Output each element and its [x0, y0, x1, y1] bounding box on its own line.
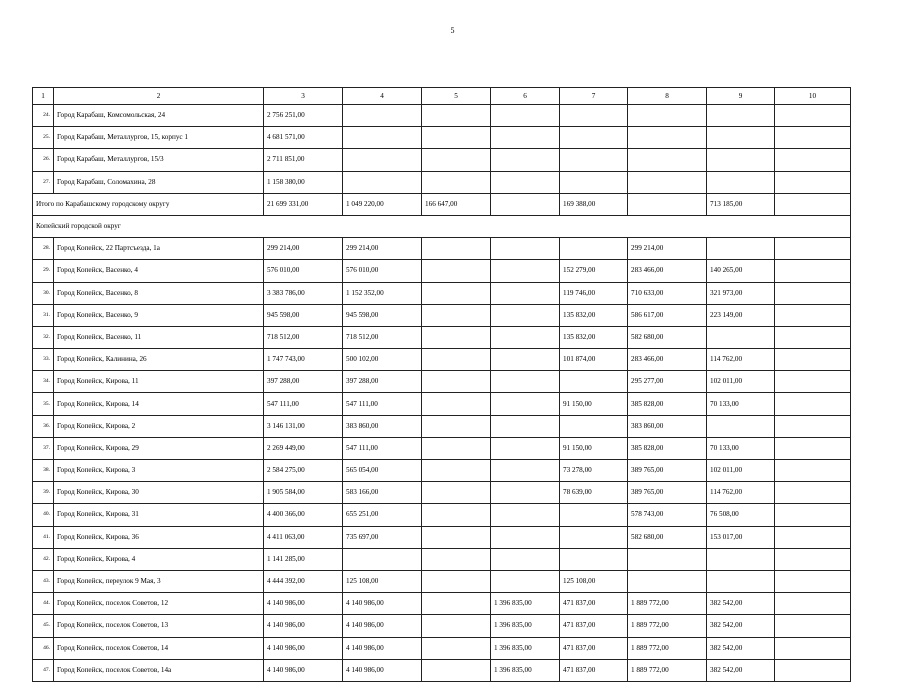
amount-cell: 140 265,00 [707, 260, 775, 282]
amount-cell [560, 415, 628, 437]
row-number: 33. [33, 349, 54, 371]
amount-cell [343, 149, 422, 171]
amount-cell: 223 149,00 [707, 304, 775, 326]
amount-cell: 2 711 851,00 [264, 149, 343, 171]
table-row [33, 659, 851, 681]
amount-cell: 500 102,00 [343, 349, 422, 371]
amount-cell [422, 659, 491, 681]
amount-cell [491, 437, 560, 459]
amount-cell [560, 149, 628, 171]
address-cell: Город Копейск, Васенко, 9 [54, 304, 264, 326]
amount-cell [422, 615, 491, 637]
total-amount-cell: 169 388,00 [560, 193, 628, 215]
table-row [33, 149, 851, 171]
amount-cell: 3 146 131,00 [264, 415, 343, 437]
amount-cell [343, 548, 422, 570]
amount-cell [707, 326, 775, 348]
amount-cell [491, 238, 560, 260]
amount-cell: 385 828,00 [628, 437, 707, 459]
section-row [33, 215, 851, 237]
amount-cell [628, 171, 707, 193]
amount-cell [707, 127, 775, 149]
amount-cell: 1 152 352,00 [343, 282, 422, 304]
table-row [33, 570, 851, 592]
amount-cell: 1 889 772,00 [628, 615, 707, 637]
row-number: 42. [33, 548, 54, 570]
table-row [33, 171, 851, 193]
amount-cell [707, 238, 775, 260]
amount-cell: 382 542,00 [707, 659, 775, 681]
amount-cell: 382 542,00 [707, 593, 775, 615]
amount-cell [775, 548, 851, 570]
amount-cell [491, 504, 560, 526]
amount-cell [775, 659, 851, 681]
amount-cell [422, 460, 491, 482]
amount-cell [422, 504, 491, 526]
address-cell: Город Копейск, 22 Партсъезда, 1а [54, 238, 264, 260]
amount-cell: 299 214,00 [343, 238, 422, 260]
amount-cell [422, 415, 491, 437]
amount-cell [775, 393, 851, 415]
amount-cell [775, 570, 851, 592]
amount-cell [422, 393, 491, 415]
address-cell: Город Копейск, Кирова, 30 [54, 482, 264, 504]
address-cell: Город Карабаш, Металлургов, 15, корпус 1 [54, 127, 264, 149]
amount-cell: 73 278,00 [560, 460, 628, 482]
amount-cell: 91 150,00 [560, 393, 628, 415]
amount-cell: 135 832,00 [560, 304, 628, 326]
amount-cell [422, 637, 491, 659]
total-amount-cell: 1 049 220,00 [343, 193, 422, 215]
amount-cell: 382 542,00 [707, 615, 775, 637]
amount-cell [775, 238, 851, 260]
amount-cell: 1 158 380,00 [264, 171, 343, 193]
amount-cell: 125 108,00 [560, 570, 628, 592]
address-cell: Город Копейск, Кирова, 11 [54, 371, 264, 393]
amount-cell [707, 548, 775, 570]
address-cell: Город Копейск, поселок Советов, 14 [54, 637, 264, 659]
amount-cell: 389 765,00 [628, 460, 707, 482]
amount-cell: 2 756 251,00 [264, 105, 343, 127]
amount-cell: 114 762,00 [707, 482, 775, 504]
amount-cell [775, 304, 851, 326]
table-row [33, 526, 851, 548]
amount-cell [628, 149, 707, 171]
amount-cell: 4 140 986,00 [343, 637, 422, 659]
total-amount-cell [491, 193, 560, 215]
page-number: 5 [450, 26, 455, 35]
amount-cell: 2 584 275,00 [264, 460, 343, 482]
amount-cell: 718 512,00 [343, 326, 422, 348]
table-row [33, 371, 851, 393]
amount-cell: 471 837,00 [560, 615, 628, 637]
address-cell: Город Копейск, Кирова, 3 [54, 460, 264, 482]
table-row [33, 260, 851, 282]
amount-cell: 1 889 772,00 [628, 637, 707, 659]
amount-cell [707, 570, 775, 592]
amount-cell: 1 396 835,00 [491, 615, 560, 637]
row-number: 39. [33, 482, 54, 504]
amount-cell [560, 105, 628, 127]
address-cell: Город Копейск, Васенко, 8 [54, 282, 264, 304]
amount-cell [343, 127, 422, 149]
amount-cell: 70 133,00 [707, 437, 775, 459]
amount-cell: 565 054,00 [343, 460, 422, 482]
amount-cell: 385 828,00 [628, 393, 707, 415]
amount-cell [560, 504, 628, 526]
amount-cell: 655 251,00 [343, 504, 422, 526]
amount-cell [491, 326, 560, 348]
amount-cell: 125 108,00 [343, 570, 422, 592]
header-cell: 3 [264, 88, 343, 105]
amount-cell: 114 762,00 [707, 349, 775, 371]
row-number: 25. [33, 127, 54, 149]
row-number: 29. [33, 260, 54, 282]
amount-cell [775, 326, 851, 348]
budget-table [32, 87, 851, 682]
amount-cell: 1 905 584,00 [264, 482, 343, 504]
amount-cell [491, 393, 560, 415]
amount-cell: 718 512,00 [264, 326, 343, 348]
amount-cell: 547 111,00 [343, 393, 422, 415]
amount-cell [422, 149, 491, 171]
address-cell: Город Копейск, переулок 9 Мая, 3 [54, 570, 264, 592]
amount-cell: 102 011,00 [707, 371, 775, 393]
amount-cell [491, 482, 560, 504]
row-number: 36. [33, 415, 54, 437]
amount-cell: 382 542,00 [707, 637, 775, 659]
amount-cell [560, 127, 628, 149]
amount-cell: 70 133,00 [707, 393, 775, 415]
row-number: 41. [33, 526, 54, 548]
amount-cell [775, 415, 851, 437]
amount-cell: 710 633,00 [628, 282, 707, 304]
amount-cell [560, 526, 628, 548]
amount-cell: 576 010,00 [343, 260, 422, 282]
table-row [33, 615, 851, 637]
amount-cell: 471 837,00 [560, 659, 628, 681]
amount-cell: 1 396 835,00 [491, 659, 560, 681]
amount-cell: 576 010,00 [264, 260, 343, 282]
header-cell: 5 [422, 88, 491, 105]
amount-cell: 397 288,00 [264, 371, 343, 393]
amount-cell [775, 615, 851, 637]
row-number: 32. [33, 326, 54, 348]
amount-cell [491, 349, 560, 371]
row-number: 44. [33, 593, 54, 615]
amount-cell [491, 282, 560, 304]
amount-cell: 153 017,00 [707, 526, 775, 548]
amount-cell [491, 415, 560, 437]
header-cell: 1 [33, 88, 54, 105]
amount-cell [628, 548, 707, 570]
amount-cell [491, 304, 560, 326]
amount-cell [707, 149, 775, 171]
amount-cell [422, 326, 491, 348]
amount-cell: 76 508,00 [707, 504, 775, 526]
amount-cell [422, 593, 491, 615]
address-cell: Город Карабаш, Металлургов, 15/3 [54, 149, 264, 171]
total-amount-cell: 21 699 331,00 [264, 193, 343, 215]
amount-cell: 299 214,00 [264, 238, 343, 260]
table-row [33, 460, 851, 482]
row-number: 47. [33, 659, 54, 681]
table-row [33, 637, 851, 659]
amount-cell: 583 166,00 [343, 482, 422, 504]
amount-cell [422, 304, 491, 326]
row-number: 28. [33, 238, 54, 260]
amount-cell: 135 832,00 [560, 326, 628, 348]
amount-cell [422, 282, 491, 304]
amount-cell [491, 127, 560, 149]
row-number: 35. [33, 393, 54, 415]
amount-cell: 397 288,00 [343, 371, 422, 393]
table-row [33, 504, 851, 526]
amount-cell [491, 105, 560, 127]
table-row [33, 304, 851, 326]
amount-cell [491, 548, 560, 570]
header-cell: 2 [54, 88, 264, 105]
amount-cell: 1 396 835,00 [491, 637, 560, 659]
total-row [33, 193, 851, 215]
amount-cell [491, 171, 560, 193]
table-row [33, 393, 851, 415]
address-cell: Город Копейск, Кирова, 29 [54, 437, 264, 459]
amount-cell: 578 743,00 [628, 504, 707, 526]
amount-cell [775, 171, 851, 193]
amount-cell [775, 504, 851, 526]
address-cell: Город Карабаш, Комсомольская, 24 [54, 105, 264, 127]
table-row [33, 437, 851, 459]
address-cell: Город Копейск, поселок Советов, 12 [54, 593, 264, 615]
amount-cell [560, 171, 628, 193]
table-row [33, 415, 851, 437]
amount-cell [775, 105, 851, 127]
amount-cell: 471 837,00 [560, 637, 628, 659]
amount-cell [422, 171, 491, 193]
amount-cell [422, 105, 491, 127]
total-amount-cell [628, 193, 707, 215]
amount-cell [775, 482, 851, 504]
amount-cell [775, 460, 851, 482]
amount-cell [343, 171, 422, 193]
amount-cell [775, 282, 851, 304]
amount-cell [775, 437, 851, 459]
amount-cell [628, 127, 707, 149]
table-row [33, 238, 851, 260]
address-cell: Город Копейск, Калинина, 26 [54, 349, 264, 371]
amount-cell: 471 837,00 [560, 593, 628, 615]
amount-cell: 1 141 285,00 [264, 548, 343, 570]
row-number: 30. [33, 282, 54, 304]
row-number: 34. [33, 371, 54, 393]
row-number: 37. [33, 437, 54, 459]
amount-cell: 101 874,00 [560, 349, 628, 371]
address-cell: Город Копейск, поселок Советов, 14а [54, 659, 264, 681]
amount-cell: 582 680,00 [628, 326, 707, 348]
amount-cell [707, 105, 775, 127]
amount-cell [491, 371, 560, 393]
amount-cell [491, 526, 560, 548]
amount-cell: 4 140 986,00 [343, 615, 422, 637]
address-cell: Город Копейск, Васенко, 4 [54, 260, 264, 282]
amount-cell: 4 681 571,00 [264, 127, 343, 149]
row-number: 24. [33, 105, 54, 127]
header-cell: 6 [491, 88, 560, 105]
amount-cell [491, 460, 560, 482]
row-number: 40. [33, 504, 54, 526]
amount-cell: 4 140 986,00 [343, 659, 422, 681]
amount-cell [422, 548, 491, 570]
amount-cell [775, 149, 851, 171]
amount-cell [775, 260, 851, 282]
amount-cell: 119 746,00 [560, 282, 628, 304]
table-row [33, 593, 851, 615]
table-row [33, 127, 851, 149]
amount-cell: 1 396 835,00 [491, 593, 560, 615]
amount-cell [707, 415, 775, 437]
row-number: 31. [33, 304, 54, 326]
amount-cell: 547 111,00 [343, 437, 422, 459]
amount-cell [422, 482, 491, 504]
amount-cell: 1 889 772,00 [628, 659, 707, 681]
amount-cell: 4 140 986,00 [264, 637, 343, 659]
amount-cell: 383 860,00 [343, 415, 422, 437]
amount-cell: 299 214,00 [628, 238, 707, 260]
amount-cell: 321 973,00 [707, 282, 775, 304]
row-number: 26. [33, 149, 54, 171]
address-cell: Город Копейск, Кирова, 36 [54, 526, 264, 548]
amount-cell [775, 349, 851, 371]
row-number: 43. [33, 570, 54, 592]
amount-cell [343, 105, 422, 127]
amount-cell [422, 437, 491, 459]
amount-cell: 4 140 986,00 [264, 593, 343, 615]
amount-cell [560, 238, 628, 260]
amount-cell [491, 570, 560, 592]
amount-cell: 152 279,00 [560, 260, 628, 282]
address-cell: Город Копейск, Кирова, 2 [54, 415, 264, 437]
address-cell: Город Копейск, Кирова, 31 [54, 504, 264, 526]
total-amount-cell: 713 185,00 [707, 193, 775, 215]
amount-cell: 78 639,00 [560, 482, 628, 504]
amount-cell [775, 526, 851, 548]
amount-cell [775, 637, 851, 659]
table-row [33, 105, 851, 127]
table-row [33, 548, 851, 570]
amount-cell [422, 526, 491, 548]
amount-cell: 102 011,00 [707, 460, 775, 482]
amount-cell [422, 260, 491, 282]
amount-cell: 383 860,00 [628, 415, 707, 437]
amount-cell: 389 765,00 [628, 482, 707, 504]
table-row [33, 326, 851, 348]
total-amount-cell: 166 647,00 [422, 193, 491, 215]
address-cell: Город Копейск, Кирова, 4 [54, 548, 264, 570]
header-cell: 9 [707, 88, 775, 105]
amount-cell: 283 466,00 [628, 349, 707, 371]
amount-cell: 4 400 366,00 [264, 504, 343, 526]
amount-cell [775, 593, 851, 615]
amount-cell: 4 140 986,00 [264, 659, 343, 681]
amount-cell [422, 371, 491, 393]
amount-cell [422, 127, 491, 149]
total-amount-cell [775, 193, 851, 215]
amount-cell [560, 371, 628, 393]
amount-cell: 4 140 986,00 [264, 615, 343, 637]
amount-cell: 2 269 449,00 [264, 437, 343, 459]
amount-cell [491, 260, 560, 282]
amount-cell [775, 371, 851, 393]
header-cell: 4 [343, 88, 422, 105]
amount-cell: 945 598,00 [264, 304, 343, 326]
address-cell: Город Карабаш, Соломахина, 28 [54, 171, 264, 193]
address-cell: Город Копейск, Васенко, 11 [54, 326, 264, 348]
amount-cell: 4 444 392,00 [264, 570, 343, 592]
table-row [33, 349, 851, 371]
amount-cell [422, 238, 491, 260]
table-row [33, 482, 851, 504]
amount-cell: 91 150,00 [560, 437, 628, 459]
header-cell: 10 [775, 88, 851, 105]
amount-cell [560, 548, 628, 570]
section-title: Копейский городской округ [33, 215, 851, 237]
amount-cell: 1 889 772,00 [628, 593, 707, 615]
amount-cell: 283 466,00 [628, 260, 707, 282]
amount-cell [775, 127, 851, 149]
amount-cell [628, 105, 707, 127]
address-cell: Город Копейск, поселок Советов, 13 [54, 615, 264, 637]
address-cell: Город Копейск, Кирова, 14 [54, 393, 264, 415]
header-row [33, 88, 851, 105]
table-row [33, 282, 851, 304]
amount-cell [422, 570, 491, 592]
row-number: 38. [33, 460, 54, 482]
amount-cell: 3 383 786,00 [264, 282, 343, 304]
amount-cell [491, 149, 560, 171]
amount-cell: 582 680,00 [628, 526, 707, 548]
amount-cell: 4 411 063,00 [264, 526, 343, 548]
amount-cell [707, 171, 775, 193]
header-cell: 8 [628, 88, 707, 105]
amount-cell: 735 697,00 [343, 526, 422, 548]
row-number: 45. [33, 615, 54, 637]
amount-cell [628, 570, 707, 592]
header-cell: 7 [560, 88, 628, 105]
amount-cell [422, 349, 491, 371]
amount-cell: 4 140 986,00 [343, 593, 422, 615]
row-number: 46. [33, 637, 54, 659]
amount-cell: 945 598,00 [343, 304, 422, 326]
amount-cell: 295 277,00 [628, 371, 707, 393]
amount-cell: 547 111,00 [264, 393, 343, 415]
row-number: 27. [33, 171, 54, 193]
amount-cell: 1 747 743,00 [264, 349, 343, 371]
total-label: Итого по Карабашскому городскому округу [33, 193, 264, 215]
amount-cell: 586 617,00 [628, 304, 707, 326]
